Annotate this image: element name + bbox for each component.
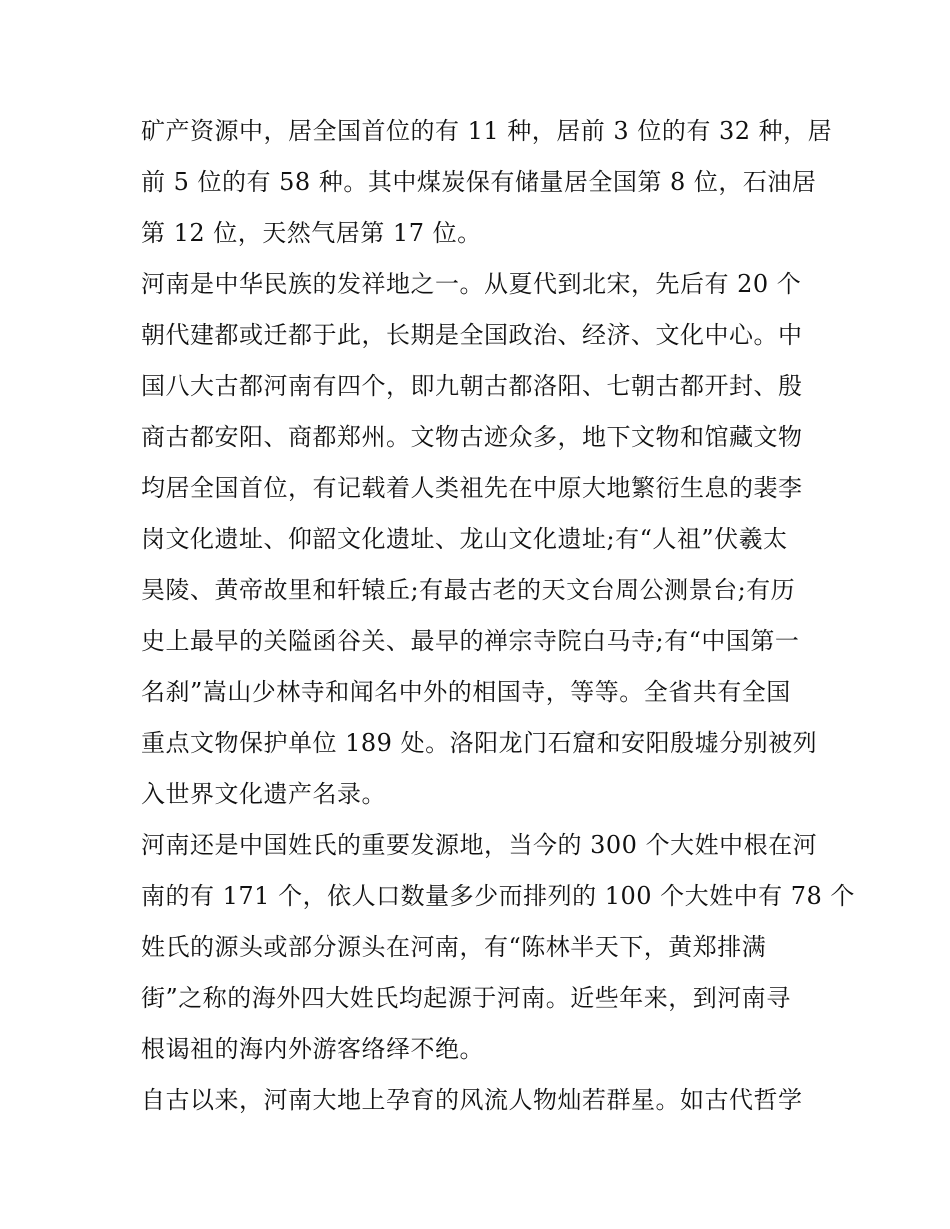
text-line: 昊陵、黄帝故里和轩辕丘;有最古老的天文台周公测景台;有历 (141, 576, 796, 604)
paragraph-surname-origins (141, 820, 855, 1075)
text-line: 自古以来，河南大地上孕育的风流人物灿若群星。如古代哲学 (141, 1086, 803, 1114)
text-line: 均居全国首位，有记载着人类祖先在中原大地繁衍生息的裴李 (141, 474, 803, 502)
text-line: 岗文化遗址、仰韶文化遗址、龙山文化遗址;有“人祖”伏羲太 (141, 525, 788, 553)
paragraph-notable-figures (141, 1075, 821, 1126)
paragraph-cultural-heritage (141, 259, 821, 820)
text-line: 入世界文化遗产名录。 (141, 780, 386, 808)
document-body (141, 106, 855, 1126)
text-line: 重点文物保护单位 189 处。洛阳龙门石窟和安阳殷墟分别被列 (141, 729, 818, 757)
text-line: 史上最早的关隘函谷关、最早的禅宗寺院白马寺;有“中国第一 (141, 627, 800, 655)
text-line: 第 12 位，天然气居第 17 位。 (141, 219, 482, 247)
text-line: 国八大古都河南有四个，即九朝古都洛阳、七朝古都开封、殷 (141, 372, 803, 400)
text-line: 前 5 位的有 58 种。其中煤炭保有储量居全国第 8 位，石油居 (141, 168, 817, 196)
text-line: 姓氏的源头或部分源头在河南，有“陈林半天下，黄郑排满 (141, 933, 767, 961)
text-line: 矿产资源中，居全国首位的有 11 种，居前 3 位的有 32 种，居 (141, 117, 833, 145)
text-line: 名刹”嵩山少林寺和闻名中外的相国寺，等等。全省共有全国 (141, 678, 791, 706)
text-line: 南的有 171 个，依人口数量多少而排列的 100 个大姓中有 78 个 (141, 882, 855, 910)
text-line: 街”之称的海外四大姓氏均起源于河南。近些年来，到河南寻 (141, 984, 791, 1012)
text-line: 河南是中华民族的发祥地之一。从夏代到北宋，先后有 20 个 (141, 270, 802, 298)
text-line: 朝代建都或迁都于此，长期是全国政治、经济、文化中心。中 (141, 321, 803, 349)
text-line: 根谒祖的海内外游客络绎不绝。 (141, 1035, 484, 1063)
text-line: 河南还是中国姓氏的重要发源地，当今的 300 个大姓中根在河 (141, 831, 818, 859)
text-line: 商古都安阳、商都郑州。文物古迹众多，地下文物和馆藏文物 (141, 423, 803, 451)
paragraph-mineral-resources (141, 106, 833, 259)
